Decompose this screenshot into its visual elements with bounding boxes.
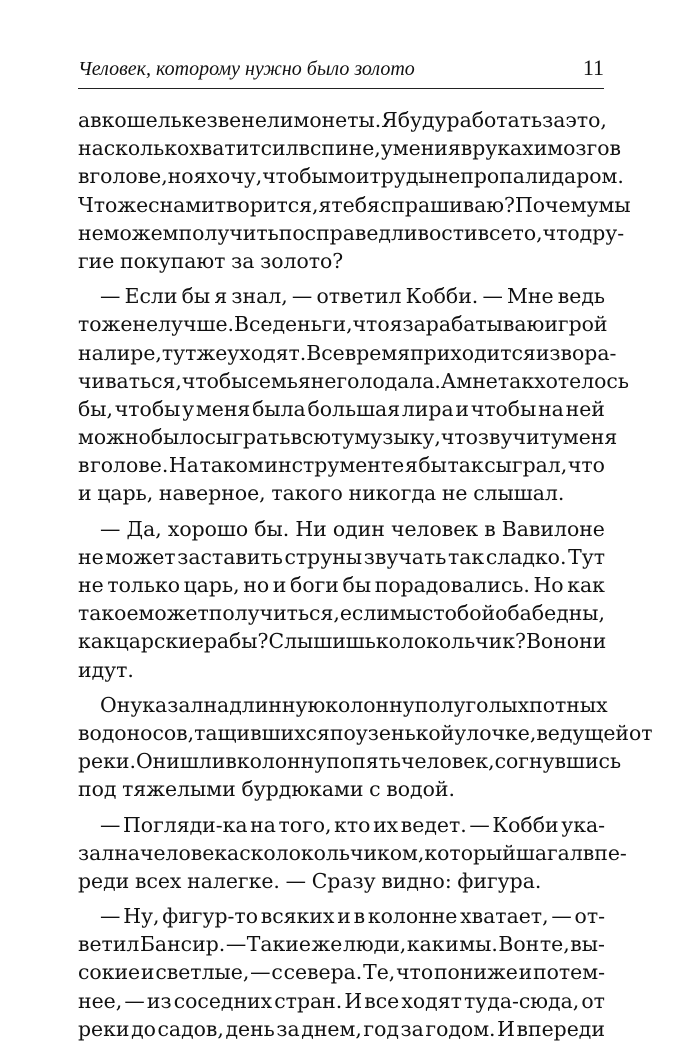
- running-title: Человек, которому нужно было золото: [78, 58, 415, 80]
- text-line: не можем получить по справедливости все то, что дру-: [78, 220, 625, 245]
- text-line: в голове, но я хочу, чтобы мои труды не пропали даром.: [78, 164, 624, 189]
- text-line: ветил Бансир. — Такие же люди, как и мы. Вон те, вы-: [78, 932, 605, 957]
- text-line: гие покупают за золото?: [78, 248, 344, 273]
- text-line: реки. Они шли в колонну по пять человек, согнувшись: [78, 749, 622, 774]
- text-line: Что же с нами творится, я тебя спрашиваю? Почему мы: [78, 192, 631, 217]
- paragraph: [78, 811, 627, 896]
- paragraph: [78, 282, 629, 508]
- paragraph: [78, 106, 631, 275]
- text-line: можно было сыграть всю ту музыку, что звучит у меня: [78, 425, 618, 450]
- text-line: — Погляди-ка на того, кто их ведет. — Кобби ука-: [100, 812, 605, 837]
- text-line: тоже не лучше. Все деньги, что я зарабатываю игрой: [78, 312, 608, 337]
- text-line: сокие и светлые, — с севера. Те, что пониже и потем-: [78, 960, 605, 985]
- paragraph: [78, 902, 605, 1043]
- paragraph: [78, 515, 605, 684]
- text-line: — Ну, фигур-то всяких и в колонне хватает, — от-: [100, 904, 605, 929]
- text-line: нее, — из соседних стран. И все ходят туда-сюда, от: [78, 988, 605, 1013]
- text-line: бы, чтобы у меня была большая лира и чтобы на ней: [78, 396, 605, 421]
- text-line: не может заставить струны звучать так сладко. Тут: [78, 544, 605, 569]
- text-line: чиваться, чтобы семья не голодала. А мне так хотелось: [78, 368, 629, 393]
- body-text: [78, 106, 653, 1050]
- text-line: реди всех налегке. — Сразу видно: фигура.: [78, 868, 542, 893]
- text-line: реки до садов, день за днем, год за годом. И впереди: [78, 1016, 605, 1041]
- page-number: 11: [582, 55, 604, 80]
- text-line: Он указал на длинную колонну полуголых потных: [100, 692, 608, 717]
- paragraph: [78, 691, 653, 804]
- text-line: на лире, тут же уходят. Все время приходится извора-: [78, 340, 617, 365]
- text-line: и царь, наверное, такого никогда не слышал.: [78, 481, 565, 506]
- page-header: [78, 54, 604, 89]
- text-line: под тяжелыми бурдюками с водой.: [78, 777, 455, 802]
- text-line: идут.: [78, 657, 134, 682]
- text-line: в голове. На таком инструменте я бы так сыграл, что: [78, 453, 605, 478]
- text-line: не только царь, но и боги бы порадовались. Но как: [78, 573, 605, 597]
- text-line: как царские рабы? Слышишь колокольчик? Вон они: [78, 629, 607, 654]
- text-line: такое может получиться, если мы с тобой оба бедны,: [78, 601, 605, 626]
- text-line: а в кошельке звенели монеты. Я буду работать за это,: [78, 108, 607, 132]
- text-line: водоносов, тащившихся по узенькой улочке, ведущей от: [78, 720, 653, 745]
- text-line: насколько хватит сил в спине, умения в руках и мозгов: [78, 136, 621, 161]
- text-line: — Да, хорошо бы. Ни один человек в Вавилоне: [100, 516, 605, 541]
- text-line: зал на человека с колокольчиком, который шагал впе-: [78, 840, 627, 865]
- text-line: — Если бы я знал, — ответил Кобби. — Мне ведь: [100, 284, 605, 309]
